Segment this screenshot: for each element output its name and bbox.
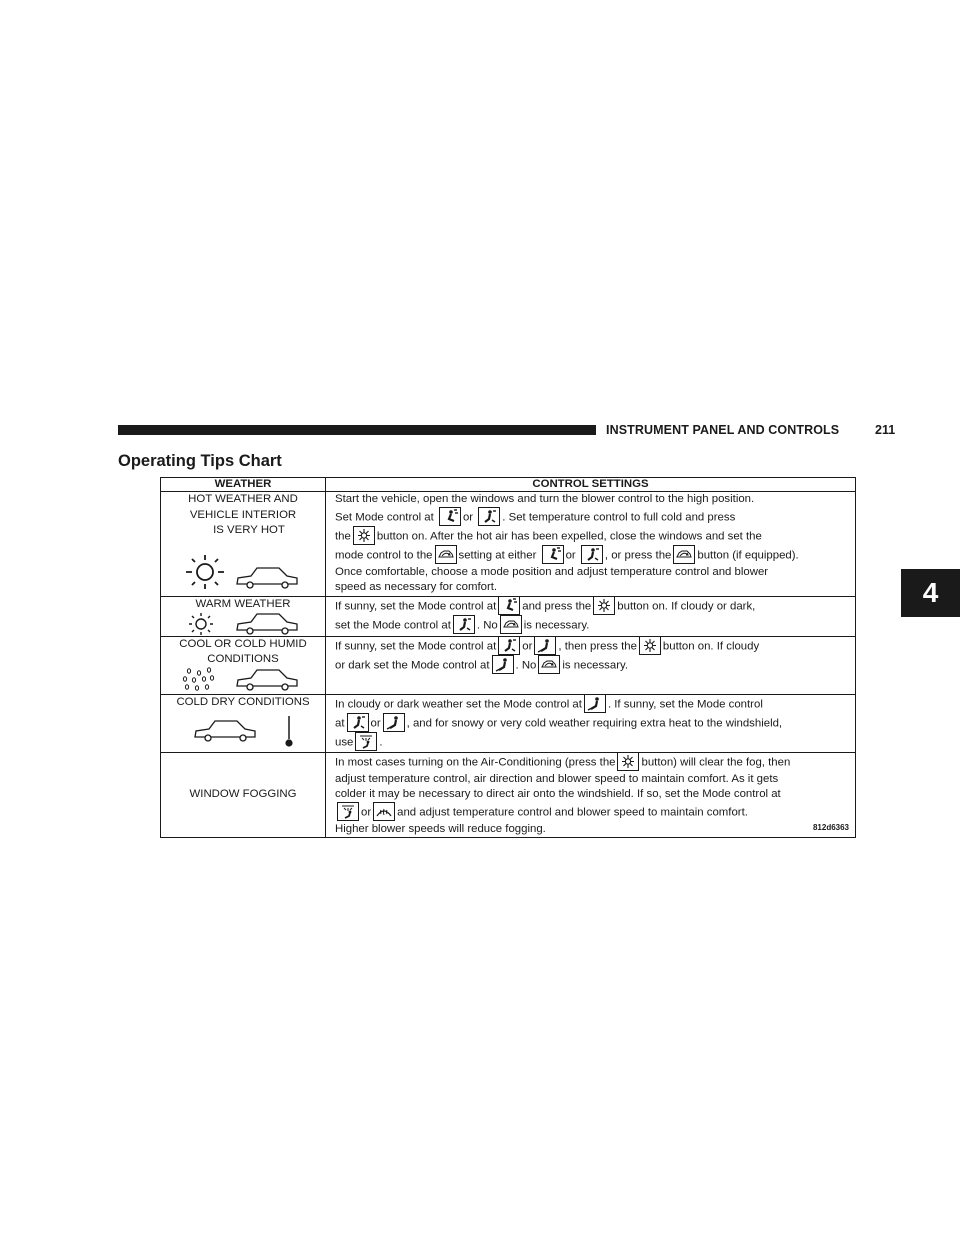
weather-label-line: WINDOW FOGGING xyxy=(189,788,297,800)
weather-label-line: CONDITIONS xyxy=(207,653,279,665)
settings-text: . xyxy=(379,736,383,749)
recirculation-icon xyxy=(435,545,457,564)
weather-label-line: IS VERY HOT xyxy=(213,524,285,536)
chapter-tab: 4 xyxy=(901,569,960,617)
settings-text: Start the vehicle, open the windows and turn the blower control to the high position. xyxy=(335,493,755,505)
settings-text: , or press the xyxy=(604,549,672,562)
settings-text: or xyxy=(361,806,372,819)
settings-text: adjust temperature control, air direction and blower speed to maintain comfort. As it gets xyxy=(335,772,779,785)
mix-mode-icon xyxy=(337,802,359,821)
table-header-row xyxy=(161,478,856,492)
settings-text: or xyxy=(522,640,533,653)
settings-text: button) will clear the fog, then xyxy=(641,756,791,769)
car-icon xyxy=(235,666,299,694)
mix-mode-icon xyxy=(355,732,377,751)
page-title: Operating Tips Chart xyxy=(118,452,282,470)
settings-text: button (if equipped). xyxy=(697,549,799,562)
weather-cell xyxy=(161,752,326,838)
weather-label-line: VEHICLE INTERIOR xyxy=(189,508,297,521)
running-header-title: INSTRUMENT PANEL AND CONTROLS xyxy=(606,423,840,437)
settings-line xyxy=(335,546,852,565)
panel-mode-icon xyxy=(439,507,461,526)
bilevel-mode-icon xyxy=(498,636,520,655)
floor-mode-icon xyxy=(383,713,405,732)
panel-mode-icon xyxy=(542,545,564,564)
settings-text: use xyxy=(335,736,354,749)
settings-line xyxy=(335,616,852,635)
weather-label-line: COLD DRY CONDITIONS xyxy=(176,695,310,708)
settings-text: In most cases turning on the Air-Conditioning (press the xyxy=(335,756,616,769)
bright-sun-icon xyxy=(183,552,229,592)
settings-cell xyxy=(326,694,856,752)
page-number: 211 xyxy=(875,423,896,437)
panel-mode-icon xyxy=(498,596,520,615)
weather-cell xyxy=(161,596,326,636)
settings-text: set the Mode control at xyxy=(335,619,451,632)
bilevel-mode-icon xyxy=(478,507,500,526)
settings-text: is necessary. xyxy=(562,659,629,672)
settings-cell xyxy=(326,636,856,694)
settings-text: In cloudy or dark weather set the Mode control at xyxy=(335,698,582,711)
settings-cell xyxy=(326,752,856,838)
settings-text: button on. If cloudy xyxy=(662,640,760,653)
settings-line xyxy=(335,714,852,733)
rain-drops-icon xyxy=(181,667,215,693)
weather-cell xyxy=(161,492,326,597)
recirculation-icon xyxy=(538,655,560,674)
settings-text: If sunny, set the Mode control at xyxy=(335,640,497,653)
table-row xyxy=(161,596,856,636)
settings-text: mode control to the xyxy=(335,549,433,562)
settings-line xyxy=(335,753,852,772)
recirculation-icon xyxy=(673,545,695,564)
floor-mode-icon xyxy=(492,655,514,674)
settings-text: . No xyxy=(515,659,537,672)
weather-label-line: COOL OR COLD HUMID xyxy=(179,637,307,650)
settings-line xyxy=(335,597,852,616)
settings-line xyxy=(335,656,852,675)
settings-text: button on. If cloudy or dark, xyxy=(617,600,756,613)
ac-snowflake-icon xyxy=(353,526,375,545)
settings-line xyxy=(335,803,852,822)
defrost-icon xyxy=(373,802,395,821)
operating-tips-table xyxy=(160,477,856,838)
settings-text: setting at either xyxy=(458,549,537,562)
car-icon xyxy=(193,717,257,745)
settings-line xyxy=(335,695,852,714)
weather-label-line: WARM WEATHER xyxy=(195,597,291,610)
table-row xyxy=(161,752,856,838)
settings-line xyxy=(335,733,852,752)
car-icon xyxy=(235,564,299,592)
bilevel-mode-icon xyxy=(581,545,603,564)
header-rule xyxy=(118,425,596,435)
weather-cell xyxy=(161,636,326,694)
weather-label-line: HOT WEATHER AND xyxy=(188,493,298,505)
settings-text: Higher blower speeds will reduce fogging. xyxy=(335,822,546,835)
settings-text: at xyxy=(335,717,345,730)
settings-text: , and for snowy or very cold weather requiring extra heat to the windshield, xyxy=(406,717,783,730)
table-row xyxy=(161,694,856,752)
thermometer-icon xyxy=(284,714,294,748)
ac-snowflake-icon xyxy=(593,596,615,615)
settings-text: colder it may be necessary to direct air onto the windshield. If so, set the Mode control at xyxy=(335,788,781,800)
settings-line xyxy=(335,508,852,527)
settings-text: or xyxy=(565,549,576,562)
settings-text: If sunny, set the Mode control at xyxy=(335,600,497,613)
settings-text: . If sunny, set the Mode control xyxy=(607,698,763,711)
bilevel-mode-icon xyxy=(347,713,369,732)
car-icon xyxy=(235,610,299,638)
bilevel-mode-icon xyxy=(453,615,475,634)
table-row xyxy=(161,492,856,597)
recirculation-icon xyxy=(500,615,522,634)
settings-text: speed as necessary for comfort. xyxy=(335,581,498,593)
weather-cell xyxy=(161,694,326,752)
settings-cell xyxy=(326,596,856,636)
settings-cell xyxy=(326,492,856,597)
settings-text: the xyxy=(335,530,351,543)
settings-text: or xyxy=(370,717,381,730)
figure-code: 812d6363 xyxy=(812,822,849,832)
settings-line xyxy=(335,527,852,546)
settings-text: , then press the xyxy=(558,640,637,653)
settings-text: Set Mode control at xyxy=(335,511,434,524)
column-header-weather: WEATHER xyxy=(161,478,326,492)
column-header-settings: CONTROL SETTINGS xyxy=(326,478,856,492)
ac-snowflake-icon xyxy=(639,636,661,655)
table-row xyxy=(161,636,856,694)
settings-text: and press the xyxy=(522,600,592,613)
settings-text: . No xyxy=(476,619,498,632)
settings-text: button on. After the hot air has been expelled, close the windows and set the xyxy=(376,530,762,543)
sun-icon xyxy=(187,612,215,636)
floor-mode-icon xyxy=(534,636,556,655)
settings-text: . Set temperature control to full cold and press xyxy=(502,511,736,524)
settings-line xyxy=(335,637,852,656)
settings-text: is necessary. xyxy=(523,619,590,632)
settings-text: and adjust temperature control and blower speed to maintain comfort. xyxy=(397,806,748,819)
settings-text: or dark set the Mode control at xyxy=(335,659,490,672)
floor-mode-icon xyxy=(584,694,606,713)
ac-snowflake-icon xyxy=(617,752,639,771)
settings-text: Once comfortable, choose a mode position and adjust temperature control and blower xyxy=(335,565,769,578)
settings-text: or xyxy=(462,511,474,524)
